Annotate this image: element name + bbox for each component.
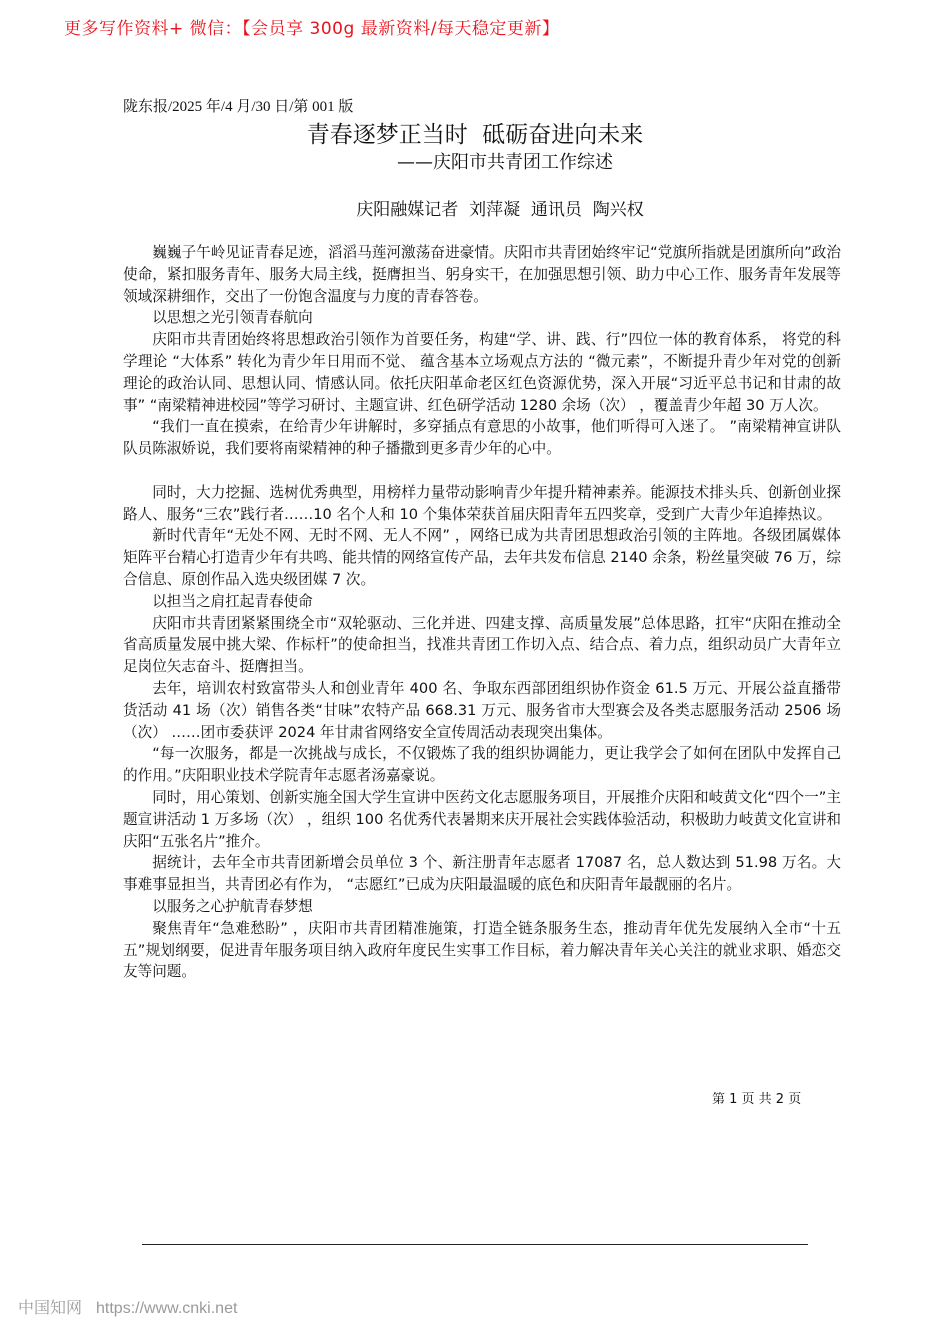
paragraph: 去年，培训农村致富带头人和创业青年 400 名、争取东西部团组织协作资金 61.5 万元、开展公益直播带货活动 41 场（次）销售各类“甘味”农特产品 668.31 万元、服务省市大型赛会及各类志愿服务活动 2506 场 （次） ……团市委获评 2024 年甘肃省网络安全宣传周活动表现突出集体。: [123, 679, 841, 741]
footer-divider: [142, 1244, 808, 1245]
section-heading: 以服务之心护航青春梦想: [152, 897, 313, 915]
paragraph: “每一次服务，都是一次挑战与成长，不仅锻炼了我的组织协调能力，更让我学会了如何在团队中发挥自己的作用。”庆阳职业技术学院青年志愿者汤嘉豪说。: [123, 745, 841, 785]
paragraph: 聚焦青年“急难愁盼” ，庆阳市共青团精准施策，打造全链条服务生态，推动青年优先发展纳入全市“十五五”规划纲要，促进青年服务项目纳入政府年度民生实事工作目标，着力解决青年关心关注的就业求职、婚恋交友等问题。: [123, 919, 841, 981]
source-line: 陇东报/2025 年/4 月/30 日/第 001 版: [123, 99, 354, 115]
paragraph: 同时，大力挖掘、选树优秀典型，用榜样力量带动影响青少年提升精神素养。能源技术排头兵、创新创业探路人、服务“三农”践行者……10 名个人和 10 个集体荣获首届庆阳青年五四奖章，受到广大青少年追捧热议。: [123, 483, 841, 523]
paragraph: 庆阳市共青团始终将思想政治引领作为首要任务，构建“学、讲、践、行”四位一体的教育体系， 将党的科学理论 “大体系” 转化为青少年日用而不觉、 蕴含基本立场观点方法的 “微元素”，不断提升青少年对党的创新理论的政治认同、思想认同、情感认同。依托庆阳革命老区红色资源优势，深入开展“习近平总书记和甘肃的故事” “南梁精神进校园”等学习研讨、主题宣讲、红色研学活动 1280 余场（次） ，覆盖青少年超 30 万人次。: [123, 331, 841, 414]
article-body: [123, 242, 841, 983]
section-heading: 以担当之肩扛起青春使命: [152, 592, 313, 610]
cnki-url[interactable]: https://www.cnki.net: [96, 1300, 238, 1317]
section-heading: 以思想之光引领青春航向: [152, 309, 313, 327]
paragraph: 据统计，去年全市共青团新增会员单位 3 个、新注册青年志愿者 17087 名，总人数达到 51.98 万名。大事难事显担当，共青团必有作为， “志愿红”已成为庆阳最温暖的底色和庆阳青年最靓丽的名片。: [123, 854, 841, 894]
paragraph: 新时代青年“无处不网、无时不网、无人不网” ，网络已成为共青团思想政治引领的主阵地。各级团属媒体矩阵平台精心打造青少年有共鸣、能共情的网络宣传产品，去年共发布信息 2140 余条，粉丝量突破 76 万，综合信息、原创作品入选央级团媒 7 次。: [123, 527, 841, 588]
paragraph: 同时，用心策划、创新实施全国大学生宣讲中医药文化志愿服务项目，开展推介庆阳和岐黄文化“四个一”主题宣讲活动 1 万多场（次） ，组织 100 名优秀代表暑期来庆开展社会实践体验活动，积极助力岐黄文化宣讲和庆阳“五张名片”推介。: [123, 788, 841, 850]
byline: 庆阳融媒记者 刘萍凝 通讯员 陶兴权: [356, 200, 644, 220]
promo-banner: 更多写作资料+ 微信：【会员享 300g 最新资料/每天稳定更新】: [64, 19, 560, 39]
page-number: 第 1 页 共 2 页: [712, 1092, 802, 1107]
cnki-watermark: [18, 1295, 237, 1318]
paragraph: 庆阳市共青团紧紧围绕全市“双轮驱动、三化并进、四建支撑、高质量发展”总体思路，扛牢“庆阳在推动全省高质量发展中挑大梁、作标杆”的使命担当，找准共青团工作切入点、结合点、着力点，组织动员广大青年立足岗位矢志奋斗、挺膺担当。: [123, 614, 841, 676]
paragraph: “我们一直在摸索，在给青少年讲解时，多穿插点有意思的小故事，他们听得可入迷了。 ”南梁精神宣讲队队员陈淑娇说，我们要将南梁精神的种子播撒到更多青少年的心中。: [123, 418, 841, 458]
article-subtitle: ——庆阳市共青团工作综述: [397, 152, 613, 173]
cnki-site-name: 中国知网: [18, 1298, 83, 1317]
paragraph: 巍巍子午岭见证青春足迹，滔滔马莲河激荡奋进豪情。庆阳市共青团始终牢记“党旗所指就是团旗所向”政治使命，紧扣服务青年、服务大局主线，挺膺担当、躬身实干，在加强思想引领、助力中心工作、服务青年发展等领域深耕细作，交出了一份饱含温度与力度的青春答卷。: [123, 244, 841, 305]
article-title: 青春逐梦正当时 砥砺奋进向未来: [306, 122, 644, 148]
